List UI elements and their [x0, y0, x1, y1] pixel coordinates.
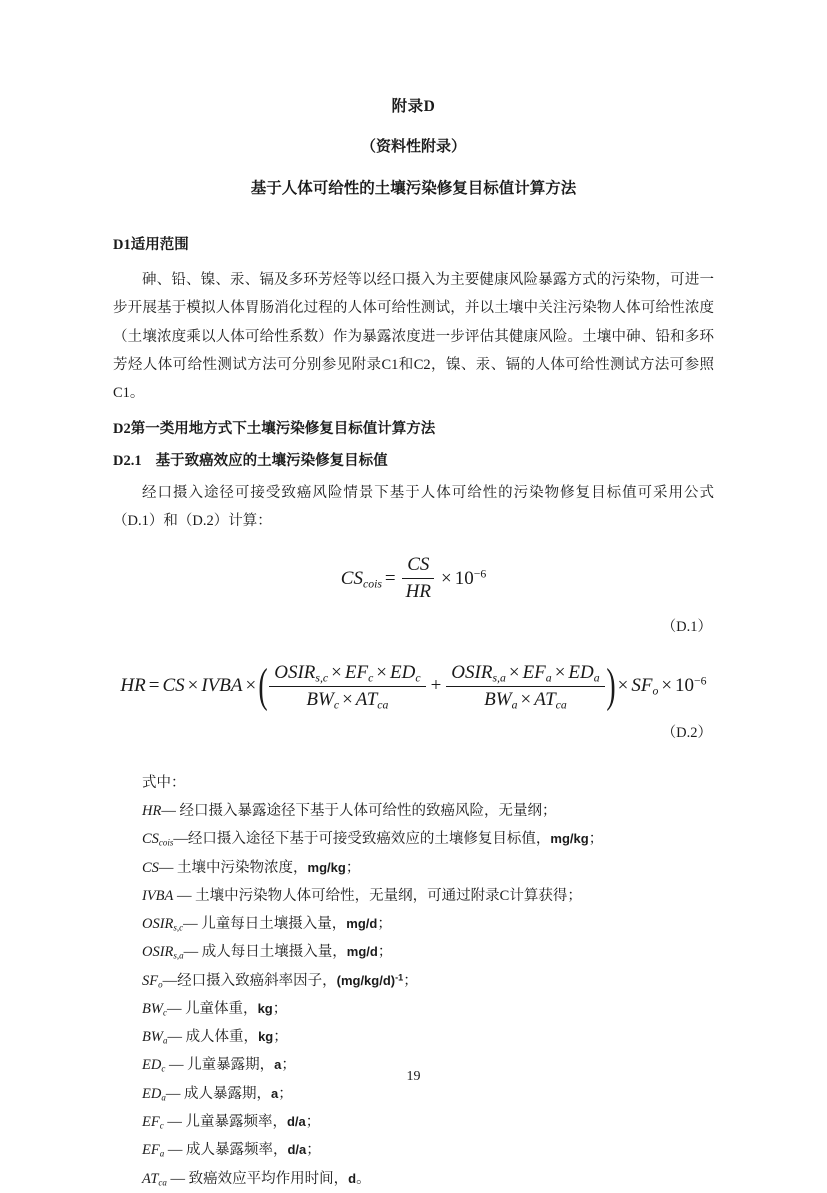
section-d2-1-number: D2.1: [113, 452, 142, 469]
appendix-title: 附录D: [391, 98, 436, 115]
appendix-name: 基于人体可给性的土壤污染修复目标值计算方法: [250, 179, 577, 197]
formula-d2-number: （D.2）: [661, 724, 712, 741]
definition-item: [113, 825, 714, 853]
definition-item: [113, 1023, 714, 1051]
definition-text: 儿童暴露频率，: [185, 1113, 287, 1130]
definition-tail: ；: [306, 1142, 321, 1159]
definition-text: 经口摄入致癌斜率因子，: [177, 972, 337, 989]
definition-item: [113, 910, 714, 938]
definition-dash: —: [183, 916, 198, 933]
formula-d1-times: ×: [440, 567, 452, 589]
page-content: [113, 95, 714, 1193]
definition-dash: —: [162, 972, 178, 989]
definition-dash: —: [163, 1113, 186, 1130]
page-number: 19: [406, 1069, 421, 1084]
formula-d1: [113, 553, 714, 604]
definition-tail: ；: [272, 1000, 288, 1017]
definition-item: [113, 1165, 714, 1193]
definition-intro: 式中：: [142, 774, 186, 791]
definition-item: [113, 1136, 714, 1164]
formula-d1-equals: =: [384, 567, 396, 589]
formula-d2-term1-numerator: $OSIR_{s,c} \times EF_c \times ED_c$: [269, 661, 425, 687]
section-d2-1-paragraph: 经口摄入途径可接受致癌风险情景下基于人体可给性的污染物修复目标值可采用公式（D.1）和（D.2）计算：: [113, 484, 714, 530]
definition-text: 经口摄入暴露途径下基于人体可给性的致癌风险，无量纲；: [175, 803, 557, 820]
definition-dash: —: [173, 831, 188, 848]
definition-item: [113, 1108, 714, 1136]
formula-d1-denominator: HR: [405, 581, 431, 603]
definition-text: 致癌效应平均作用时间，: [188, 1170, 349, 1187]
definition-dash: —: [161, 803, 176, 820]
definition-symbol-subscript: a: [162, 1035, 168, 1046]
definition-dash: —: [158, 859, 174, 876]
appendix-type: （资料性附录）: [360, 139, 466, 156]
definition-tail: ；: [588, 831, 604, 848]
definition-dash: —: [164, 1142, 186, 1159]
section-d1-paragraph: 砷、铅、镍、汞、镉及多环芳烃等以经口摄入为主要健康风险暴露方式的污染物，可进一步开展基于模拟人体胃肠消化过程的人体可给性测试，并以土壤中关注污染物人体可给性浓度（土壤浓度乘以人体可给性系数）作为暴露浓度进一步评估其健康风险。土壤中砷、铅和多环芳烃人体可给性测试方法可分别参见附录C1和C2，镍、汞、镉的人体可给性测试方法可参照C1。: [113, 272, 714, 402]
formula-d1-factor: $10^{-6}$: [454, 567, 487, 589]
definition-symbol: $ED_c$: [142, 1057, 166, 1074]
definition-symbol-subscript: o: [158, 979, 163, 990]
formula-d2-times-2: ×: [245, 675, 257, 697]
definition-text: 土壤中污染物浓度，: [173, 859, 308, 876]
formula-d2-term2-numerator: $OSIR_{s,a} \times EF_a \times ED_a$: [446, 661, 604, 687]
definition-item: [113, 967, 714, 995]
definition-list: [113, 769, 714, 1193]
definition-symbol-subscript: c: [161, 1063, 166, 1074]
left-paren-icon: (: [258, 658, 268, 712]
definition-dash: —: [166, 1170, 189, 1187]
definition-symbol-subscript: c: [159, 1120, 164, 1131]
formula-d2-expression: [120, 658, 707, 712]
definition-symbol-subscript: s,c: [173, 922, 184, 933]
definition-unit: kg: [257, 1000, 273, 1016]
definition-dash: —: [165, 1085, 181, 1102]
formula-d2-plus: +: [430, 675, 442, 697]
definition-dash: —: [173, 887, 196, 904]
definition-item: [113, 995, 714, 1023]
formula-d2-times-3: ×: [617, 675, 629, 697]
definition-unit: d: [348, 1170, 357, 1186]
definition-symbol: $EF_a$: [142, 1142, 165, 1159]
definition-item: [113, 938, 714, 966]
definition-dash: —: [166, 1000, 182, 1017]
definition-unit: a: [274, 1057, 282, 1073]
definition-symbol-subscript: cois: [158, 837, 174, 848]
definition-item: [113, 882, 714, 910]
definition-symbol-subscript: s,a: [173, 950, 184, 961]
definition-symbol-subscript: ca: [158, 1177, 167, 1188]
definition-tail: 。: [356, 1170, 371, 1187]
section-heading-d1: D1适用范围: [113, 237, 189, 253]
definition-tail: ；: [345, 859, 361, 876]
definition-symbol: $OSIR_{s,c}$: [142, 916, 184, 933]
definition-text: 儿童每日土壤摄入量，: [197, 916, 347, 933]
definition-symbol: $EF_c$: [142, 1113, 164, 1131]
definition-text: 儿童体重，: [181, 1000, 258, 1017]
formula-d2-times-4: ×: [661, 675, 673, 697]
definition-unit: mg/d: [346, 916, 378, 932]
formula-d2-cs: CS: [162, 675, 185, 697]
definition-dash: —: [165, 1057, 188, 1074]
definition-tail: ；: [278, 1085, 293, 1102]
definition-unit: kg: [258, 1029, 274, 1045]
definition-symbol: HR: [142, 803, 162, 820]
definition-tail: ；: [281, 1057, 296, 1074]
definition-symbol: $SF_o$: [142, 972, 163, 990]
definition-tail: ；: [273, 1029, 288, 1046]
definition-text: 成人体重，: [181, 1029, 259, 1046]
definition-symbol-subscript: c: [162, 1007, 167, 1018]
formula-d1-number: （D.1）: [661, 618, 712, 635]
definition-unit: $(mg/kg/d)^{-1}$: [336, 972, 404, 988]
definition-symbol-subscript: a: [159, 1148, 165, 1159]
definition-tail: ；: [305, 1113, 321, 1130]
definition-unit: d/a: [286, 1113, 306, 1129]
definition-unit: mg/kg: [307, 859, 346, 875]
formula-d1-fraction: [401, 553, 436, 604]
definition-dash: —: [183, 944, 199, 961]
formula-d2-ivba: IVBA: [201, 675, 243, 697]
definition-symbol: $AT_{ca}$: [142, 1170, 167, 1188]
definition-tail: ；: [377, 944, 393, 961]
formula-d1-expression: [341, 553, 486, 604]
definition-symbol: CS: [142, 859, 159, 876]
formula-d1-lhs: $CS_{cois}$: [340, 567, 382, 590]
formula-d2: [113, 658, 714, 712]
definition-text: 土壤中污染物人体可给性，无量纲，可通过附录C计算获得；: [195, 887, 582, 904]
formula-d2-term1: [269, 661, 425, 712]
definition-unit-exponent: -1: [395, 972, 404, 983]
formula-d1-numerator: CS: [402, 553, 434, 579]
definition-unit: a: [270, 1085, 279, 1101]
definition-symbol: $BW_a$: [142, 1029, 168, 1046]
definition-tail: ；: [377, 916, 392, 933]
definition-text: 经口摄入途径下基于可接受致癌效应的土壤修复目标值，: [187, 831, 551, 848]
definition-symbol: IVBA: [142, 887, 174, 904]
right-paren-icon: ): [605, 658, 616, 712]
definition-text: 成人暴露期，: [180, 1085, 271, 1102]
definition-symbol-subscript: a: [161, 1092, 166, 1103]
formula-d2-times-1: ×: [187, 675, 199, 697]
definition-symbol: $BW_c$: [142, 1000, 167, 1018]
formula-d2-term2: [446, 661, 604, 712]
formula-d2-term2-denominator: $BW_a \times AT_{ca}$: [484, 688, 567, 712]
definition-item: [113, 854, 714, 882]
formula-d2-term1-denominator: $BW_c \times AT_{ca}$: [306, 688, 389, 712]
formula-d2-equals: =: [148, 675, 160, 697]
formula-d2-factor: $10^{-6}$: [675, 674, 707, 697]
definition-text: 成人每日土壤摄入量，: [198, 944, 347, 961]
definition-dash: —: [167, 1029, 182, 1046]
formula-d2-sf: $SF_o$: [631, 675, 659, 698]
section-heading-d2: D2第一类用地方式下土壤污染修复目标值计算方法: [113, 420, 436, 437]
definition-item: [113, 797, 714, 825]
definition-symbol: $OSIR_{s,a}$: [142, 944, 184, 961]
section-heading-d2-1: [113, 450, 714, 473]
definition-unit: mg/d: [346, 944, 378, 960]
definition-text: 成人暴露频率，: [185, 1142, 288, 1159]
section-d2-1-title: 基于致癌效应的土壤污染修复目标值: [155, 452, 388, 469]
definition-unit: mg/kg: [550, 831, 589, 847]
definition-symbol: $CS_{cois}$: [142, 831, 174, 848]
formula-d2-lhs: HR: [120, 675, 146, 697]
definition-tail: ；: [403, 972, 418, 989]
definition-unit: d/a: [287, 1142, 307, 1158]
definition-symbol: $ED_a$: [142, 1085, 166, 1103]
definition-text: 儿童暴露期，: [187, 1057, 275, 1074]
definition-rows: [113, 797, 714, 1193]
